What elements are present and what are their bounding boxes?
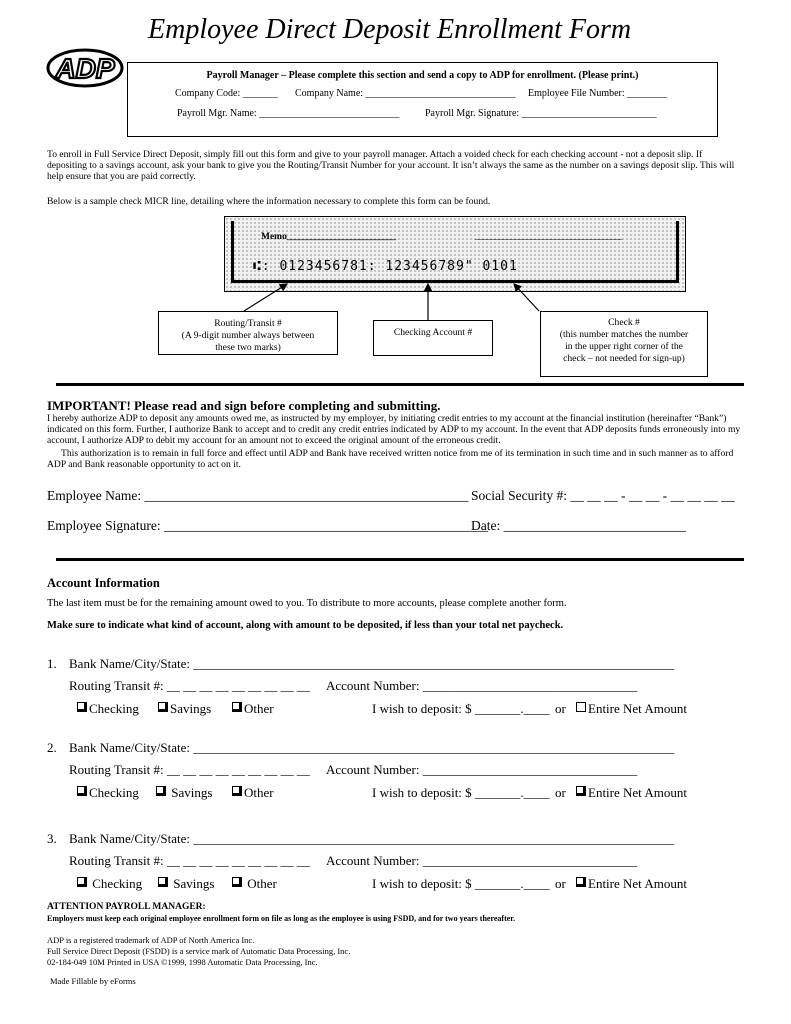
other-checkbox[interactable] [232,702,242,712]
account-1-savings-option[interactable] [158,701,211,717]
account-2-bank-field[interactable]: Bank Name/City/State: __________________________________________________________________________ [69,740,675,755]
net-amount-label: Entire Net Amount [588,785,687,800]
account-2-savings-option[interactable] [156,785,212,801]
company-name-field[interactable]: Company Name: ______________________________ [295,88,516,99]
authorization-termination: This authorization is to remain in full force and effect until ADP and Bank have received written notice from me of its termination in such time and in such manner as to afford ADP and Bank reasonable opportunity to act on it. [47,448,734,470]
account-2-number: 2. [47,740,57,755]
or-label: or [555,701,566,716]
micr-line: ⑆: 0123456781: 123456789" 0101 [253,259,518,274]
savings-checkbox[interactable] [158,702,168,712]
ssn-field[interactable]: Social Security #: __ __ __ - __ __ - __ __ __ __ [471,488,735,503]
svg-text:ADP: ADP [55,53,115,84]
checking-label: Checking [89,785,139,800]
divider [56,383,744,386]
form-title: Employee Direct Deposit Enrollment Form [148,14,632,45]
check-callout-title: Check # [608,317,640,328]
account-3-checking-option[interactable] [77,876,142,892]
or-label: or [555,785,566,800]
account-3-routing-field[interactable]: Routing Transit #: __ __ __ __ __ __ __ __ __ [69,853,310,868]
net-amount-checkbox[interactable] [576,702,586,712]
employee-signature-field[interactable]: Employee Signature: ________________________________________________ [47,518,488,533]
routing-callout-line2: (A 9-digit number always between [181,330,315,341]
checking-checkbox[interactable] [77,877,87,887]
account-2-other-option[interactable] [232,785,274,801]
account-1-checking-option[interactable] [77,701,139,717]
savings-checkbox[interactable] [156,786,166,796]
important-heading: IMPORTANT! Please read and sign before completing and submitting. [47,398,441,413]
account-3-net-option[interactable] [576,876,687,892]
check-callout-line4: check – not needed for sign-up) [563,353,685,364]
attention-text: Employers must keep each original employee enrollment form on file as long as the employee is using FSDD, and for two years thereafter. [47,914,516,923]
other-checkbox[interactable] [232,877,242,887]
account-3-number: 3. [47,831,57,846]
intro-paragraph: To enroll in Full Service Direct Deposit, simply fill out this form and give to your payroll manager. Attach a voided check for each checking account - not a deposit slip. If depositing to a savings account, ask your bank to give you the Routing/Transit Number for your account. It isn’t always the same as the number on a savings deposit slip. This will help ensure that you are paid correctly. [47,149,735,182]
checking-label: Checking [92,876,143,891]
date-field[interactable]: Date: ___________________________ [471,518,686,533]
savings-label: Savings [173,876,215,891]
authorization-paragraph: I hereby authorize ADP to deposit any amounts owed me, as instructed by my employer, by initiating credit entries to my account at the financial institution (hereinafter “Bank”) indicated on this form. Further, I authorize Bank to accept and to credit any credit entries indicated by ADP to my account. In the event that ADP deposits funds erroneously into my account, I authorize ADP to debit my account for an amount not to exceed the original amount of the erroneous credit. [47,413,741,446]
account-1-other-option[interactable] [232,701,274,717]
account-info-instruction: Make sure to indicate what kind of account, along with amount to be deposited, if less than your total net paycheck. [47,620,564,631]
account-2-deposit-field[interactable]: I wish to deposit: $ _______.____ [372,785,550,800]
account-1-deposit-field[interactable]: I wish to deposit: $ _______.____ [372,701,550,716]
checking-label: Checking [89,701,139,716]
account-info-heading: Account Information [47,576,160,590]
or-label: or [555,876,566,891]
net-amount-checkbox[interactable] [576,877,586,887]
employee-name-field[interactable]: Employee Name: ________________________________________________ [47,488,469,503]
manager-heading: Payroll Manager – Please complete this section and send a copy to ADP for enrollment. (Please print.) [206,70,639,81]
account-1-net-option[interactable] [576,701,687,717]
check-callout-line3: in the upper right corner of the [565,341,683,352]
other-label: Other [247,876,277,891]
account-3-other-option[interactable] [232,876,277,892]
check-signature-line: _______________________________ [475,232,623,242]
company-code-field[interactable]: Company Code: _______ [175,88,278,99]
savings-label: Savings [170,701,212,716]
intro-micr-note: Below is a sample check MICR line, detailing where the information necessary to complete this form can be found. [47,196,491,207]
mgr-signature-field[interactable]: Payroll Mgr. Signature: ___________________________ [425,108,657,119]
net-amount-checkbox[interactable] [576,786,586,796]
checking-callout-title: Checking Account # [393,327,473,338]
account-2-checking-option[interactable] [77,785,139,801]
account-1-number: 1. [47,656,57,671]
checking-checkbox[interactable] [77,702,87,712]
net-amount-label: Entire Net Amount [588,701,687,716]
employee-file-number-field[interactable]: Employee File Number: ________ [528,88,668,99]
savings-label: Savings [171,785,213,800]
other-label: Other [244,701,274,716]
account-2-account-field[interactable]: Account Number: _________________________________ [326,762,638,777]
net-amount-label: Entire Net Amount [588,876,687,891]
account-1-account-field[interactable]: Account Number: _________________________________ [326,678,638,693]
check-callout-line2: (this number matches the number [559,329,689,340]
account-2-net-option[interactable] [576,785,687,801]
account-3-account-field[interactable]: Account Number: _________________________________ [326,853,638,868]
account-1-bank-field[interactable]: Bank Name/City/State: __________________________________________________________________________ [69,656,675,671]
checking-callout [373,320,493,356]
mgr-name-field[interactable]: Payroll Mgr. Name: ____________________________ [177,108,400,119]
savings-checkbox[interactable] [158,877,168,887]
account-info-note: The last item must be for the remaining amount owed to you. To distribute to more accounts, please complete another form. [47,598,567,609]
other-label: Other [244,785,274,800]
attention-heading: ATTENTION PAYROLL MANAGER: [47,902,206,912]
made-fillable-note: Made Fillable by eForms [50,976,136,986]
check-number-callout [540,311,708,377]
routing-callout [158,311,338,355]
account-3-bank-field[interactable]: Bank Name/City/State: __________________________________________________________________________ [69,831,675,846]
trademark-line-3: 02-184-049 10M Printed in USA ©1999, 1998 Automatic Data Processing, Inc. [47,957,318,967]
account-3-deposit-field[interactable]: I wish to deposit: $ _______.____ [372,876,550,891]
trademark-line-1: ADP is a registered trademark of ADP of North America Inc. [47,935,255,945]
account-3-savings-option[interactable] [158,876,214,892]
trademark-line-2: Full Service Direct Deposit (FSDD) is a service mark of Automatic Data Processing, Inc. [47,946,351,956]
account-1-routing-field[interactable]: Routing Transit #: __ __ __ __ __ __ __ __ __ [69,678,310,693]
other-checkbox[interactable] [232,786,242,796]
routing-callout-title: Routing/Transit # [214,318,282,329]
account-2-routing-field[interactable]: Routing Transit #: __ __ __ __ __ __ __ __ __ [69,762,310,777]
checking-checkbox[interactable] [77,786,87,796]
check-memo: Memo_______________________ [261,232,397,242]
routing-callout-line3: these two marks) [215,342,281,353]
divider [56,558,744,561]
